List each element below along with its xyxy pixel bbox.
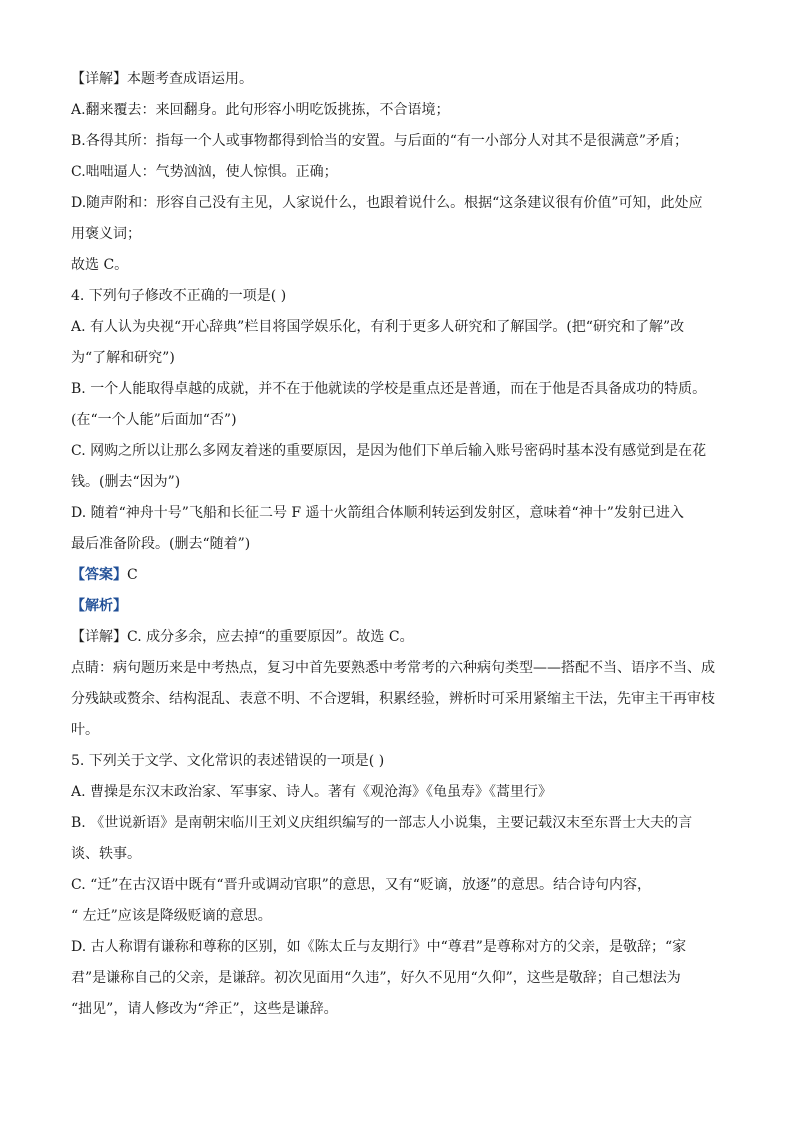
text-line [71,839,725,870]
text-line [71,870,725,901]
text-line [71,715,725,746]
line-text: B. 一个人能取得卓越的成就，并不在于他就读的学校是重点还是普通，而在于他是否具备成功的特质。 [71,381,707,397]
text-line [71,188,725,219]
text-line [71,250,725,281]
text-line [71,436,725,467]
line-text: 故选 C。 [71,257,129,273]
text-line [71,591,725,622]
section-tag: 【解析】 [71,598,127,614]
text-line [71,560,725,591]
text-line [71,281,725,312]
line-text: 【详解】本题考查成语运用。 [71,71,253,87]
text-line [71,653,725,684]
text-line [71,994,725,1025]
line-text: A. 有人认为央视“开心辞典”栏目将国学娱乐化，有利于更多人研究和了解国学。(把“研究和了解”改 [71,319,685,335]
line-text: D.随声附和：形容自己没有主见，人家说什么，也跟着说什么。根据“这条建议很有价值”可知，此处应 [71,195,703,211]
text-line [71,126,725,157]
text-line [71,374,725,405]
line-text: A.翻来覆去：来回翻身。此句形容小明吃饭挑拣，不合语境； [71,102,450,118]
line-text: A. 曹操是东汉末政治家、军事家、诗人。著有《观沧海》《龟虽寿》《蒿里行》 [71,784,553,800]
text-line [71,777,725,808]
line-text: C [127,567,138,583]
line-text: “ 左迁”应该是降级贬谪的意思。 [71,908,272,924]
text-line [71,405,725,436]
text-line [71,64,725,95]
line-text: 谈、轶事。 [71,846,141,862]
line-text: 为“了解和研究”) [71,350,175,366]
line-text: 4. 下列句子修改不正确的一项是( ) [71,288,287,304]
line-text: “拙见”，请人修改为“斧正”，这些是谦辞。 [71,1001,338,1017]
line-text: D. 随着“神舟十号”飞船和长征二号 F 遥十火箭组合体顺利转运到发射区，意味着“神十”发射已进入 [71,505,684,521]
text-line [71,157,725,188]
line-text: C. 网购之所以让那么多网友着迷的重要原因，是因为他们下单后输入账号密码时基本没有感觉到是在花 [71,443,707,459]
text-line [71,467,725,498]
text-line [71,622,725,653]
line-text: 最后准备阶段。(删去“随着”) [71,536,251,552]
text-line [71,312,725,343]
line-text: B.各得其所：指每一个人或事物都得到恰当的安置。与后面的“有一小部分人对其不是很满意”矛盾； [71,133,689,149]
document-page [71,64,725,1025]
text-line [71,95,725,126]
line-text: 【详解】C. 成分多余，应去掉“的重要原因”。故选 C。 [71,629,414,645]
line-text: 5. 下列关于文学、文化常识的表述错误的一项是( ) [71,753,385,769]
text-line [71,932,725,963]
text-line [71,343,725,374]
line-text: B. 《世说新语》是南朝宋临川王刘义庆组织编写的一部志人小说集，主要记载汉末至东晋士大夫的言 [71,815,693,831]
text-line [71,219,725,250]
text-line [71,498,725,529]
line-text: (在“一个人能”后面加“否”) [71,412,237,428]
text-line [71,529,725,560]
line-text: 君”是谦称自己的父亲，是谦辞。初次见面用“久违”，好久不见用“久仰”，这些是敬辞；自己想法为 [71,970,681,986]
text-line [71,746,725,777]
line-text: D. 古人称谓有谦称和尊称的区别，如《陈太丘与友期行》中“尊君”是尊称对方的父亲，是敬辞；“家 [71,939,687,955]
line-text: C.咄咄逼人：气势汹汹，使人惊惧。正确； [71,164,338,180]
text-line [71,684,725,715]
line-text: 点睛：病句题历来是中考热点，复习中首先要熟悉中考常考的六种病句类型——搭配不当、语序不当、成 [71,660,715,676]
section-tag: 【答案】 [71,567,127,583]
line-text: C. “迁”在古汉语中既有“晋升或调动官职”的意思，又有“贬谪，放逐”的意思。结合诗句内容， [71,877,652,893]
line-text: 用褒义词； [71,226,141,242]
line-text: 分残缺或赘余、结构混乱、表意不明、不合逻辑，积累经验，辨析时可采用紧缩主干法，先审主干再审枝 [71,691,715,707]
text-line [71,963,725,994]
text-line [71,808,725,839]
line-text: 钱。(删去“因为”) [71,474,181,490]
line-text: 叶。 [71,722,99,738]
text-line [71,901,725,932]
